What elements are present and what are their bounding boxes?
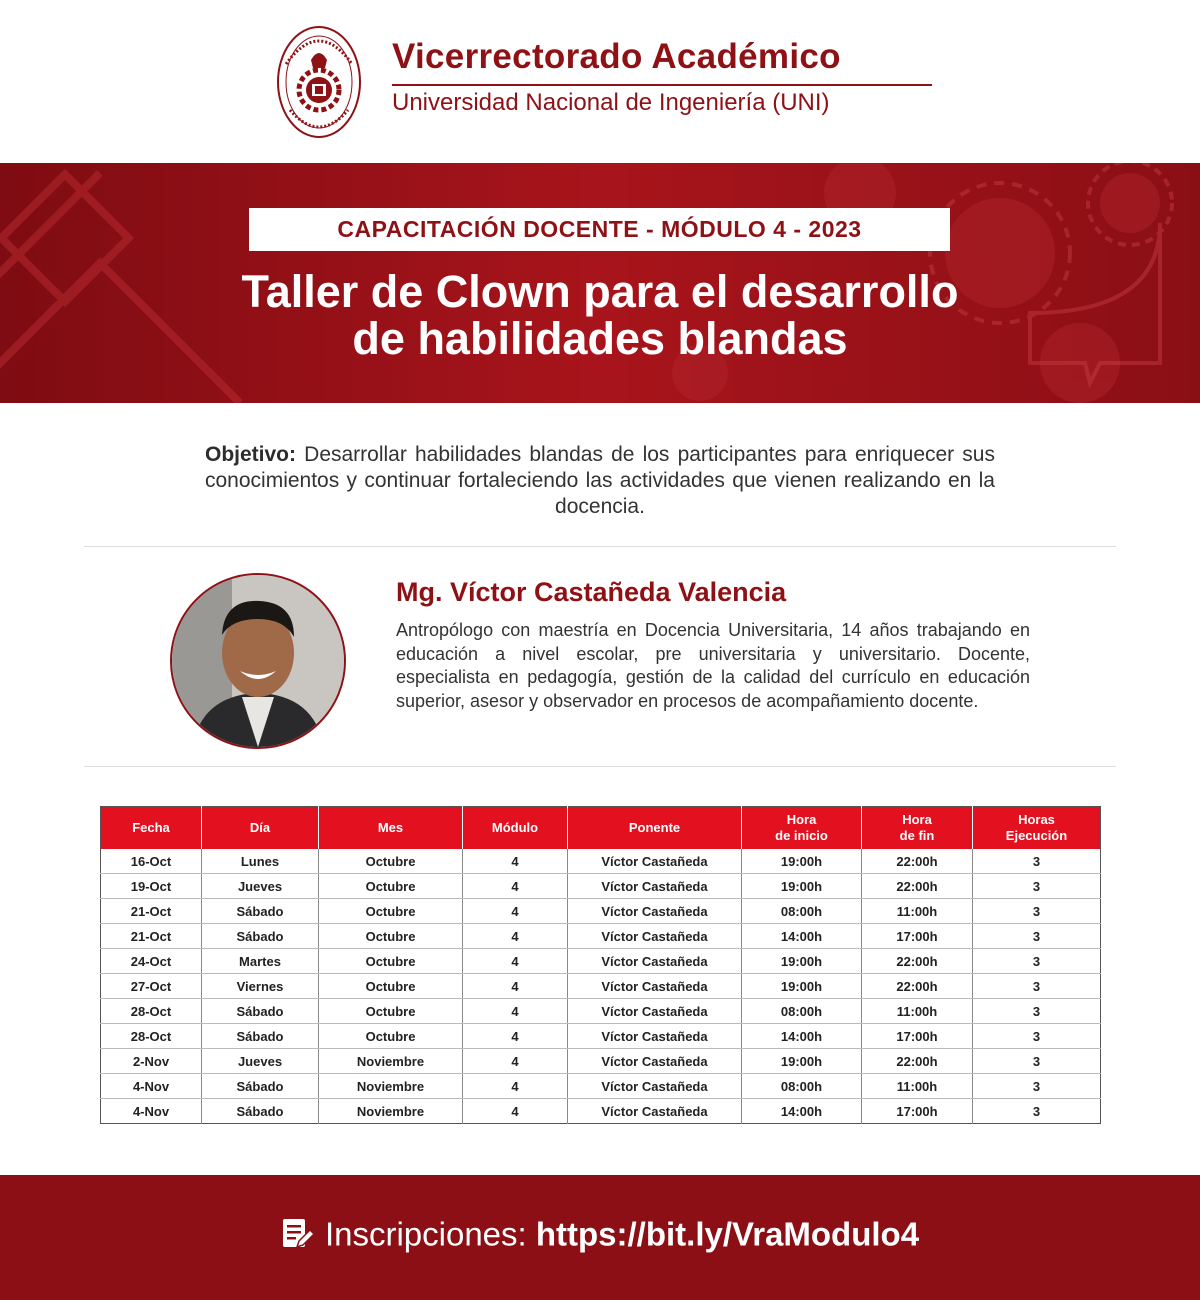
table-row (101, 1099, 1101, 1124)
table-cell: 14:00h (742, 1024, 862, 1049)
table-row (101, 1074, 1101, 1099)
table-cell: 3 (973, 999, 1101, 1024)
table-cell: Víctor Castañeda (568, 849, 742, 874)
table-cell: Víctor Castañeda (568, 1024, 742, 1049)
table-row (101, 874, 1101, 899)
table-cell: 3 (973, 1024, 1101, 1049)
table-cell: Octubre (319, 999, 463, 1024)
registration-link[interactable]: https://bit.ly/VraModulo4 (535, 1215, 920, 1253)
table-cell: 2-Nov (101, 1049, 202, 1074)
section-divider (84, 766, 1116, 767)
table-cell: Víctor Castañeda (568, 899, 742, 924)
university-seal-logo (276, 24, 362, 140)
table-cell: 19:00h (742, 874, 862, 899)
table-cell: Víctor Castañeda (568, 1099, 742, 1124)
table-cell: 24-Oct (101, 949, 202, 974)
column-header: Hora de inicio (742, 807, 862, 850)
table-cell: Víctor Castañeda (568, 974, 742, 999)
table-cell: 4 (463, 1099, 568, 1124)
table-cell: Octubre (319, 1024, 463, 1049)
table-cell: Sábado (202, 999, 319, 1024)
table-cell: 11:00h (862, 1074, 973, 1099)
table-cell: Octubre (319, 924, 463, 949)
table-cell: 27-Oct (101, 974, 202, 999)
table-row (101, 1049, 1101, 1074)
table-cell: Noviembre (319, 1099, 463, 1124)
table-cell: 19:00h (742, 949, 862, 974)
objective-text: Desarrollar habilidades blandas de los participantes para enriquecer sus conocimientos y continuar fortaleciendo las actividades que vienen realizando en la docencia. (205, 443, 995, 518)
table-cell: 08:00h (742, 1074, 862, 1099)
table-cell: 14:00h (742, 924, 862, 949)
table-cell: 3 (973, 1074, 1101, 1099)
table-cell: 4 (463, 899, 568, 924)
registration-line (0, 1213, 1200, 1253)
table-cell: Víctor Castañeda (568, 1049, 742, 1074)
table-cell: 4 (463, 1024, 568, 1049)
table-cell: 22:00h (862, 849, 973, 874)
table-cell: 22:00h (862, 949, 973, 974)
speaker-bio: Antropólogo con maestría en Docencia Universitaria, 14 años trabajando en educación a nivel escolar, pre universitaria y universitario. Docente, especialista en pedagogía, gestión de la calidad del currículo en educación superior, asesor y observador en procesos de acompañamiento docente. (396, 620, 1030, 711)
table-cell: 17:00h (862, 1024, 973, 1049)
table-cell: 3 (973, 874, 1101, 899)
course-banner (0, 163, 1200, 403)
institution-title: Vicerrectorado Académico (392, 37, 841, 76)
table-cell: Jueves (202, 1049, 319, 1074)
table-cell: 4 (463, 849, 568, 874)
title-divider (392, 84, 932, 86)
speaker-photo (170, 573, 346, 749)
column-header: Fecha (101, 807, 202, 850)
table-cell: 4 (463, 1049, 568, 1074)
table-header-row (101, 807, 1101, 850)
objective-paragraph (205, 442, 995, 520)
table-cell: 28-Oct (101, 1024, 202, 1049)
course-title-line-1: Taller de Clown para el desarrollo (241, 266, 959, 317)
table-row (101, 1024, 1101, 1049)
table-cell: Sábado (202, 924, 319, 949)
registration-label: Inscripciones: (324, 1215, 527, 1253)
table-cell: Octubre (319, 849, 463, 874)
column-header: Ponente (568, 807, 742, 850)
table-cell: 19:00h (742, 974, 862, 999)
table-cell: 4-Nov (101, 1074, 202, 1099)
table-cell: 19:00h (742, 849, 862, 874)
table-cell: 17:00h (862, 1099, 973, 1124)
table-cell: Víctor Castañeda (568, 924, 742, 949)
schedule-table (100, 806, 1101, 1124)
table-cell: Sábado (202, 1024, 319, 1049)
table-row (101, 924, 1101, 949)
table-cell: 4 (463, 999, 568, 1024)
table-cell: 4 (463, 874, 568, 899)
table-cell: Noviembre (319, 1074, 463, 1099)
table-cell: Víctor Castañeda (568, 949, 742, 974)
table-cell: 19:00h (742, 1049, 862, 1074)
table-cell: Víctor Castañeda (568, 1074, 742, 1099)
table-cell: Noviembre (319, 1049, 463, 1074)
table-cell: 14:00h (742, 1099, 862, 1124)
table-cell: Lunes (202, 849, 319, 874)
objective-label: Objetivo: (205, 443, 297, 466)
section-divider (84, 546, 1116, 547)
table-row (101, 899, 1101, 924)
table-cell: 4 (463, 1074, 568, 1099)
table-cell: 19-Oct (101, 874, 202, 899)
table-cell: 3 (973, 974, 1101, 999)
table-cell: Viernes (202, 974, 319, 999)
table-cell: 08:00h (742, 899, 862, 924)
table-cell: 21-Oct (101, 924, 202, 949)
column-header: Hora de fin (862, 807, 973, 850)
table-cell: 22:00h (862, 974, 973, 999)
table-body (101, 849, 1101, 1124)
table-cell: 17:00h (862, 924, 973, 949)
course-title-line-2: de habilidades blandas (352, 313, 848, 364)
registration-footer (0, 1175, 1200, 1300)
table-cell: Jueves (202, 874, 319, 899)
table-cell: 3 (1032, 1103, 1041, 1119)
table-cell: Víctor Castañeda (568, 999, 742, 1024)
table-cell: 4 (463, 949, 568, 974)
table-cell: 28-Oct (101, 999, 202, 1024)
table-cell: Sábado (202, 1074, 319, 1099)
form-edit-icon (281, 1217, 313, 1251)
column-header: Día (202, 807, 319, 850)
table-cell: Sábado (202, 1099, 319, 1124)
table-cell: Octubre (319, 874, 463, 899)
institution-subtitle: Universidad Nacional de Ingeniería (UNI) (392, 89, 830, 116)
table-cell: 3 (973, 849, 1101, 874)
table-row (101, 949, 1101, 974)
column-header: Módulo (463, 807, 568, 850)
speaker-portrait-image (172, 575, 344, 747)
speaker-name: Mg. Víctor Castañeda Valencia (396, 577, 787, 607)
table-cell: 3 (973, 899, 1101, 924)
table-cell: Octubre (319, 974, 463, 999)
table-row (101, 999, 1101, 1024)
table-cell: Sábado (202, 899, 319, 924)
table-cell: 4 (463, 924, 568, 949)
table-cell: 08:00h (742, 999, 862, 1024)
table-cell: 22:00h (862, 1049, 973, 1074)
header (0, 0, 1200, 163)
table-cell: 22:00h (862, 874, 973, 899)
table-cell: 3 (973, 949, 1101, 974)
module-label: CAPACITACIÓN DOCENTE - MÓDULO 4 - 2023 (249, 208, 950, 251)
table-cell: 3 (973, 924, 1101, 949)
table-cell: 3 (973, 1049, 1101, 1074)
table-cell: 4 (463, 974, 568, 999)
table-cell: 16-Oct (101, 849, 202, 874)
table-cell: Martes (202, 949, 319, 974)
table-cell: 21-Oct (101, 899, 202, 924)
table-cell: 4-Nov (101, 1099, 202, 1124)
column-header: Mes (319, 807, 463, 850)
table-row (101, 849, 1101, 874)
table-cell: Octubre (319, 899, 463, 924)
table-cell: 11:00h (862, 999, 973, 1024)
table-cell: Octubre (319, 949, 463, 974)
column-header: Horas Ejecución (973, 807, 1101, 850)
table-cell: 11:00h (862, 899, 973, 924)
table-row (101, 974, 1101, 999)
table-cell: Víctor Castañeda (568, 874, 742, 899)
course-title (100, 268, 1100, 362)
